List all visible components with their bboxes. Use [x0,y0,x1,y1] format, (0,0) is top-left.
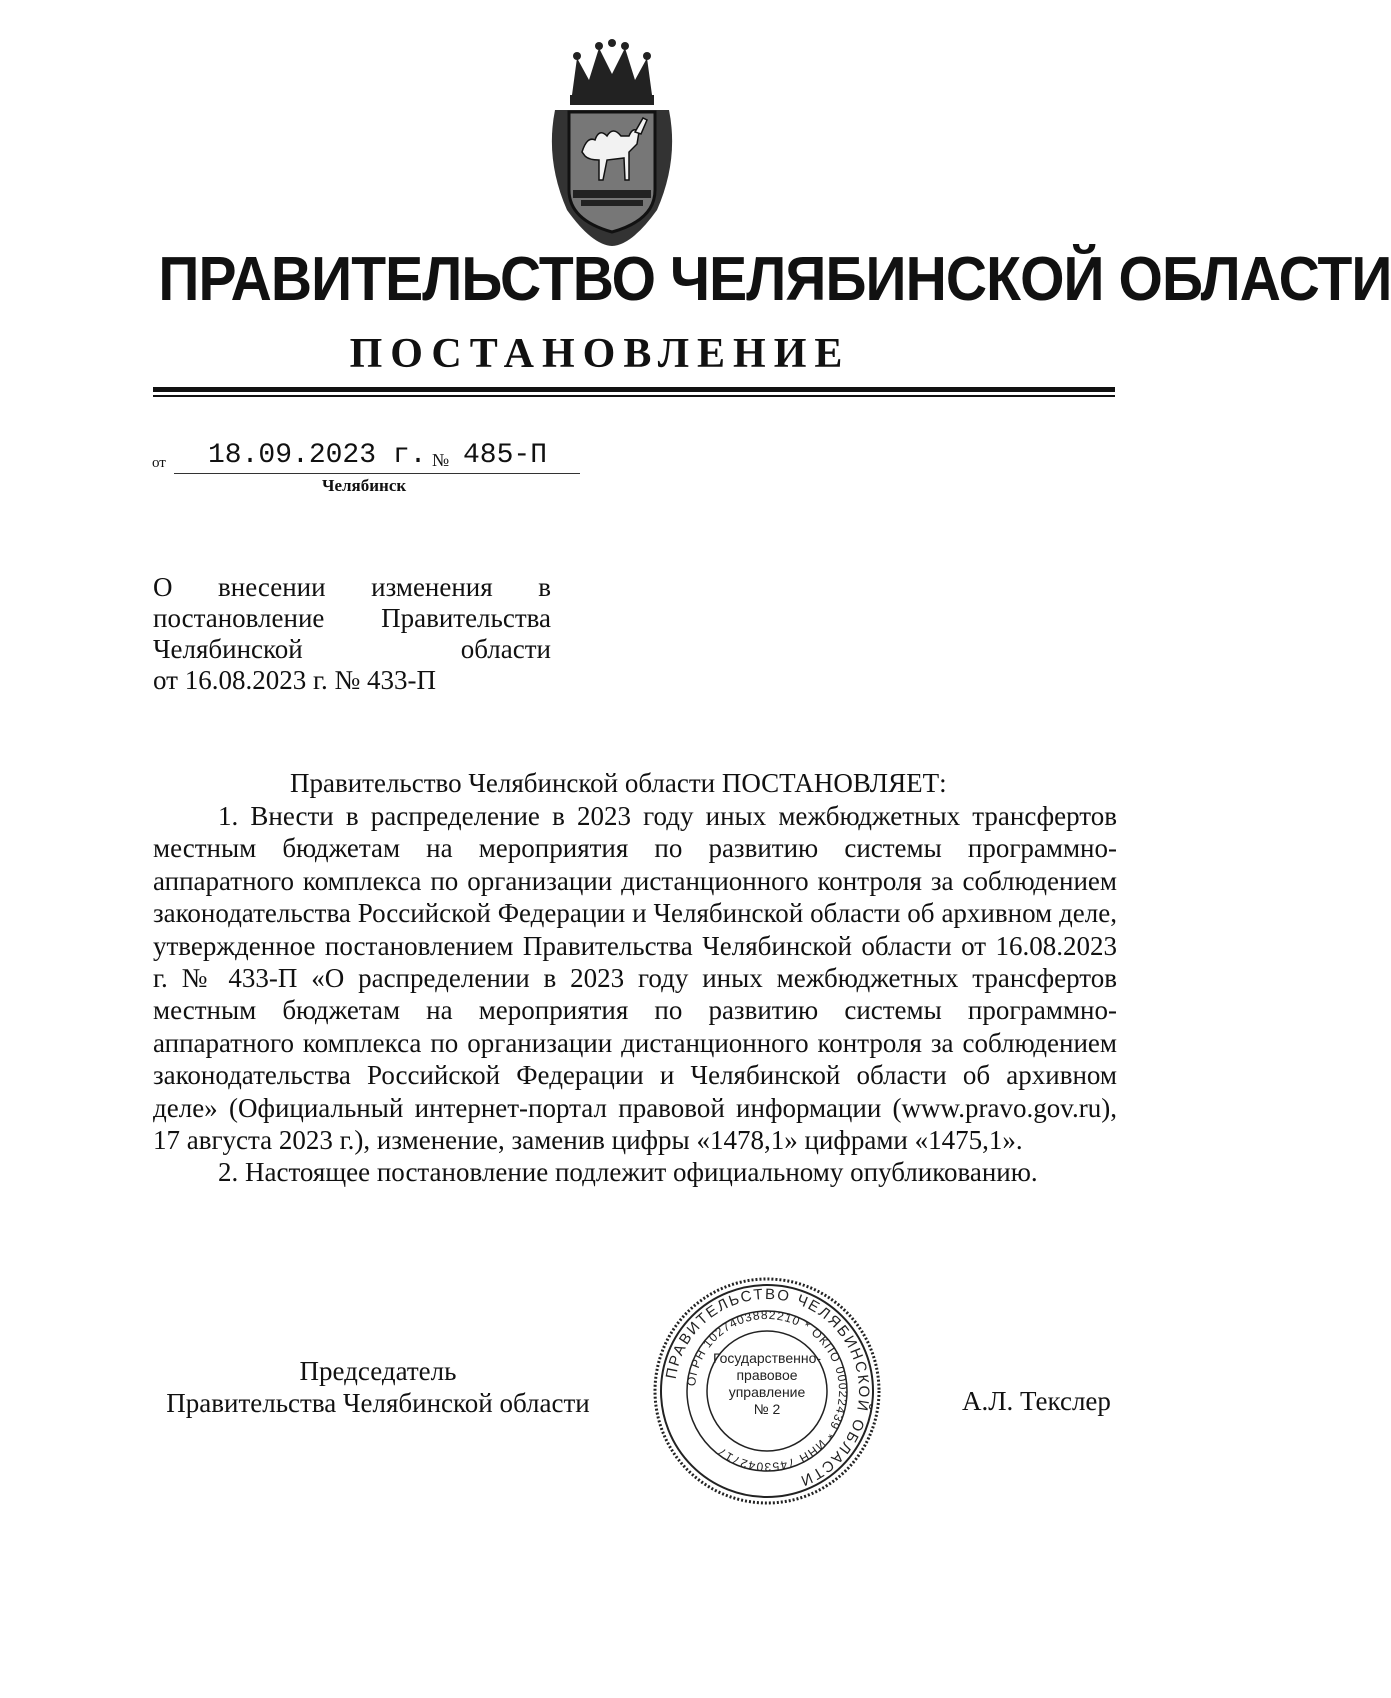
seal-center-line: управление [728,1384,806,1400]
subject-line: Челябинской области [153,634,551,664]
date-prefix: от [152,455,166,471]
document-date-number-line [150,440,580,474]
document-kind-title: ПОСТАНОВЛЕНИЕ [349,331,851,377]
header-rule-thin [153,395,1115,397]
header-rule-thick [153,387,1115,392]
seal-center-line: Государственно- [712,1350,822,1366]
number-sign: № [432,450,450,470]
signatory-role-line: Председатель [299,1356,457,1386]
seal-center-text [702,1350,832,1418]
seal-inner-ring-text: ОГРН 1027403882210 * ОКПО 00022439 * ИНН 7453042717 [684,1307,851,1475]
subject-line: постановление Правительства [153,603,551,633]
government-name-title: ПРАВИТЕЛЬСТВО ЧЕЛЯБИНСКОЙ ОБЛАСТИ [158,245,1391,314]
body-paragraph: 1. Внести в распределение в 2023 году иных межбюджетных трансфертов местным бюджетам на мероприятия по развитию системы программно-аппаратного комплекса по организации дистанционного контроля за соблюдением законодательства Российской Федерации и Челябинской области об архивном деле, утвержденное постановлением Правительства Челябинской области от 16.08.2023 г. № 433-П «О распределении в 2023 году иных межбюджетных трансфертов местным бюджетам на мероприятия по развитию системы программно-аппаратного комплекса по организации дистанционного контроля за соблюдением законодательства Российской Федерации и Челябинской области об архивном деле» (Официальный интернет-портал правовой информации (www.pravo.gov.ru), 17 августа 2023 г.), изменение, заменив цифры «1478,1» цифрами «1475,1». [153,801,1117,1156]
subject-line: от 16.08.2023 г. № 433-П [153,665,436,695]
seal-outer-ring-text: ПРАВИТЕЛЬСТВО ЧЕЛЯБИНСКОЙ ОБЛАСТИ [662,1285,873,1490]
seal-center-line: правовое [736,1367,798,1383]
document-date: 18.09.2023 г. [208,440,427,471]
subject-line: О внесении изменения в [153,572,551,602]
decree-statement: Правительство Челябинской области ПОСТАНОВЛЯЕТ: [290,768,947,798]
signatory-name: А.Л. Текслер [962,1386,1111,1416]
document-body [153,800,1117,1189]
signatory-role [153,1355,603,1419]
seal-center-line: № 2 [753,1401,781,1417]
date-underline [174,473,580,474]
document-city: Челябинск [322,476,407,495]
signatory-role-line: Правительства Челябинской области [166,1388,590,1418]
coat-of-arms-emblem [537,40,687,248]
document-number: 485-П [463,440,548,471]
document-subject [153,572,551,696]
body-paragraph: 2. Настоящее постановление подлежит официальному опубликованию. [218,1157,1038,1188]
